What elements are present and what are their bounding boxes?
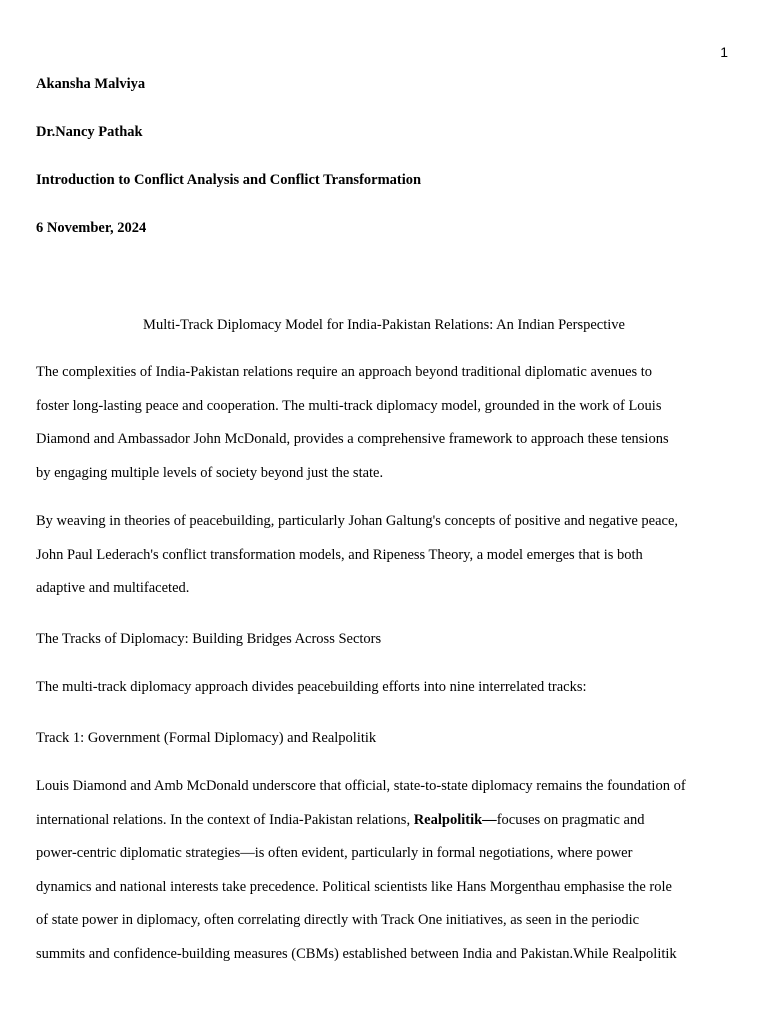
paragraph-line: by engaging multiple levels of society beyond just the state. xyxy=(36,464,384,481)
document-date: 6 November, 2024 xyxy=(36,220,147,236)
course-name: Introduction to Conflict Analysis and Conflict Transformation xyxy=(36,172,422,188)
paragraph-line: The complexities of India-Pakistan relations require an approach beyond traditional diplomatic avenues to xyxy=(36,364,653,380)
page-number: 1 xyxy=(720,44,728,60)
paragraph-line: By weaving in theories of peacebuilding, particularly Johan Galtung's concepts of positive and negative peace, xyxy=(36,513,679,529)
text-segment: focuses on pragmatic and xyxy=(496,811,645,828)
paragraph-line: power-centric diplomatic strategies—is often evident, particularly in formal negotiations, where power xyxy=(36,845,633,862)
paragraph-tracks-overview: The multi-track diplomacy approach divides peacebuilding efforts into nine interrelated tracks: xyxy=(36,679,587,695)
bold-term-realpolitik: Realpolitik— xyxy=(413,811,497,828)
section-heading-track1: Track 1: Government (Formal Diplomacy) and Realpolitik xyxy=(36,730,377,746)
paragraph-line: summits and confidence-building measures (CBMs) established between India and Pakistan.While Realpolitik xyxy=(36,945,677,962)
paragraph-line: Louis Diamond and Amb McDonald underscore that official, state-to-state diplomacy remains the foundation of xyxy=(36,778,686,794)
paragraph-track1 xyxy=(36,770,736,972)
paragraph-line xyxy=(36,804,736,838)
section-heading-tracks: The Tracks of Diplomacy: Building Bridges Across Sectors xyxy=(36,631,382,647)
paragraph-theories xyxy=(36,505,736,606)
paragraph-line: foster long-lasting peace and cooperation. The multi-track diplomacy model, grounded in the work of Louis xyxy=(36,397,662,414)
paragraph-line: John Paul Lederach's conflict transformation models, and Ripeness Theory, a model emerges that is both xyxy=(36,546,643,563)
instructor-name: Dr.Nancy Pathak xyxy=(36,124,143,140)
document-title: Multi-Track Diplomacy Model for India-Pakistan Relations: An Indian Perspective xyxy=(143,317,625,333)
paragraph-line: Diamond and Ambassador John McDonald, provides a comprehensive framework to approach these tensions xyxy=(36,431,669,448)
paragraph-intro xyxy=(36,356,736,490)
paragraph-line: dynamics and national interests take precedence. Political scientists like Hans Morgenthau emphasise the role xyxy=(36,878,672,895)
text-segment: international relations. In the context of India-Pakistan relations, xyxy=(36,811,414,828)
paragraph-line: of state power in diplomacy, often correlating directly with Track One initiatives, as seen in the periodic xyxy=(36,912,640,929)
author-name: Akansha Malviya xyxy=(36,76,146,92)
paragraph-line: adaptive and multifaceted. xyxy=(36,580,190,597)
